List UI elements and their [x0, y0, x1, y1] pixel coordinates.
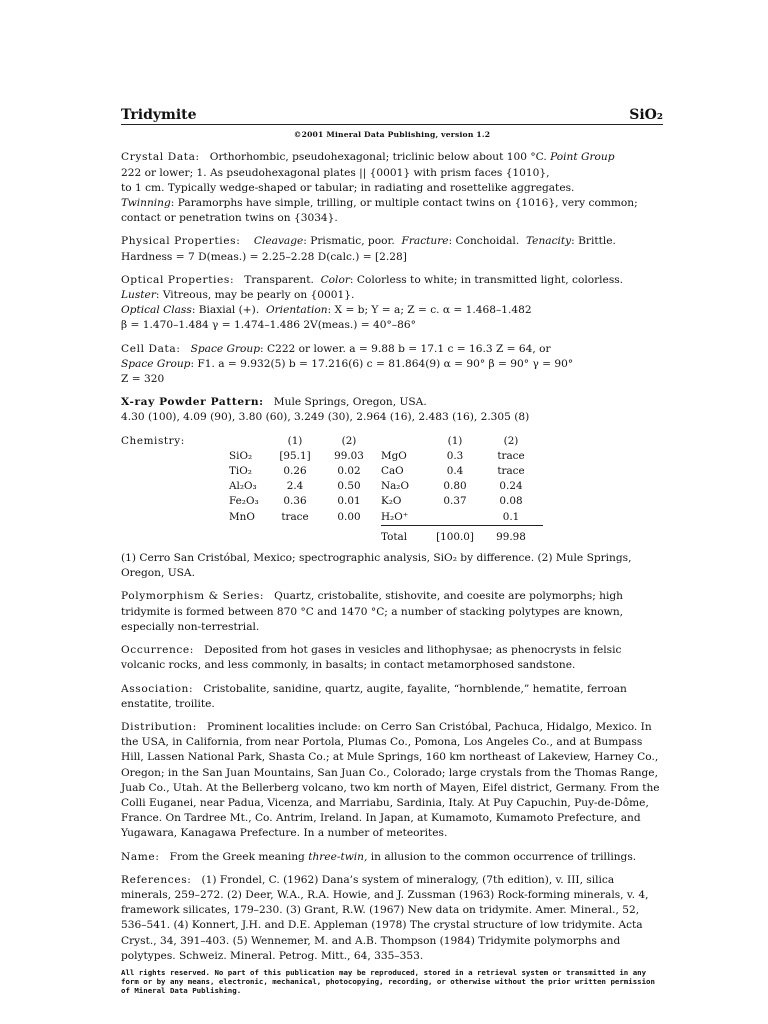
text-value: X = b; Y = a; Z = c. α = 1.468–1.482 [334, 304, 532, 317]
cell-value: 0.37 [443, 495, 467, 508]
section-label: Chemistry : [121, 435, 185, 447]
crystal-data-section: Crystal Data : Orthorhombic, pseudohexagonal; triclinic below about 100 °C. Point Group 222 or lower; 1. As pseudohexagonal plates || {0001} with prism faces {1010}, to 1 cm. Typically wedge-shaped or tabular; in radiating and rosettelike aggregates. Twinning: Paramorphs have simple, trilling, or multiple contact twins on {1016}, very common; contact or penetration twins on {3034}. [121, 150, 663, 226]
oxide-name: K₂O [381, 495, 402, 508]
text-line: Orthorhombic, pseudohexagonal; triclinic below about 100 °C. [209, 151, 547, 164]
table-row [121, 479, 543, 494]
cell-value: 99.03 [334, 449, 364, 462]
analysis-note: (1) Cerro San Cristóbal, Mexico; spectrographic analysis, SiO₂ by difference. (2) Mule Springs, [121, 552, 632, 565]
cell-value: trace [281, 510, 309, 523]
text-value: Transparent. [244, 273, 314, 286]
association-section [121, 682, 663, 712]
section-text: Prominent localities include: on Cerro San Cristóbal, Pachuca, Hidalgo, Mexico. In the USA, in California, from near Portola, Plumas Co., Pomona, Los Angeles Co., and at Bumpass Hill, Lassen National Park, Shasta Co.; at Mule Springs, 160 km northeast of Lakeview, Harney Co., Oregon; in the San Juan Mountains, San Juan Co., Colorado; large crystals from the Thomas Range, Juab Co., Utah. At the Bellerberg volcano, two km north of Mayen, Eifel district, Germany. From the Colli Euganei, near Padua, Vicenza, and Marriabu, Sardinia, Italy. At Puy Capuchin, Puy-de-Dôme, France. On Tardree Mt., Co. Antrim, Ireland. In Japan, at Kumamoto, Kumamoto Prefecture, and Yugawara, Kanagawa Prefecture. In a number of meteorites. [121, 720, 660, 840]
field-label: Optical Class [121, 304, 192, 317]
field-label: Luster [121, 289, 156, 302]
cell-value: [95.1] [279, 449, 311, 462]
field-label: Space Group [190, 342, 261, 355]
xray-section [121, 395, 663, 425]
mineral-data-sheet [121, 108, 663, 964]
section-label: Name : [121, 851, 159, 863]
cell-value: 0.80 [443, 480, 467, 493]
total-value: [100.0] [431, 525, 479, 545]
table-row [121, 449, 543, 464]
mineral-name: Tridymite [121, 107, 197, 123]
field-label: Color [320, 273, 350, 286]
text-line: β = 1.470–1.484 γ = 1.474–1.486 2V(meas.) = 40°–86° [121, 319, 416, 332]
field-label: Twinning [121, 197, 171, 210]
cell-value: 0.3 [446, 449, 464, 462]
oxide-name: Na₂O [381, 480, 409, 493]
oxide-name: SiO₂ [229, 449, 253, 462]
optical-properties-section: Optical Properties : Transparent. Color: Colorless to white; in transmitted light, colorless. Luster: Vitreous, may be pearly on {0001}. Optical Class: Biaxial (+). Orientation: X = b; Y = a; Z = c. α = 1.468–1.482 β = 1.470–1.484 γ = 1.474–1.486 2V(meas.) = 40°–86° [121, 273, 663, 334]
text-line: Hardness = 7 D(meas.) = 2.25–2.28 D(calc.) = [2.28] [121, 250, 407, 263]
occurrence-section [121, 643, 663, 673]
table-row [121, 494, 543, 509]
field-label: Tenacity [525, 235, 572, 248]
cell-value: 0.1 [502, 510, 520, 523]
distribution-section [121, 720, 663, 842]
oxide-name: H₂O⁺ [381, 510, 409, 523]
section-label: Polymorphism & Series : [121, 590, 264, 602]
column-header: (2) [503, 434, 519, 447]
cell-value: 0.4 [446, 465, 464, 478]
section-label: Physical Properties : [121, 235, 240, 247]
table-row [121, 510, 543, 526]
references-section [121, 873, 663, 964]
text-line: C222 or lower. a = 9.88 b = 17.1 c = 16.3 Z = 64, or [266, 342, 551, 355]
section-label: References : [121, 874, 191, 886]
total-value: 99.98 [479, 525, 543, 545]
section-label: Distribution : [121, 721, 197, 733]
field-label: Space Group [121, 357, 191, 370]
text-line: Mule Springs, Oregon, USA. [273, 396, 427, 409]
section-label: Optical Properties : [121, 274, 234, 286]
oxide-name: Al₂O₃ [229, 480, 257, 493]
page-header [121, 108, 663, 125]
oxide-name: MgO [381, 449, 407, 462]
chemistry-table [121, 434, 543, 545]
cell-value: 0.50 [337, 480, 361, 493]
column-header: (2) [341, 434, 357, 447]
section-text: Quartz, cristobalite, stishovite, and coesite are polymorphs; high tridymite is formed between 870 °C and 1470 °C; a number of stacking polytypes are known, especially non-terrestrial. [121, 590, 624, 633]
physical-properties-section: Physical Properties : Cleavage: Prismatic, poor. Fracture: Conchoidal. Tenacity: Brittle. Hardness = 7 D(meas.) = 2.25–2.28 D(calc.) = [2.28] [121, 234, 663, 264]
oxide-name: MnO [229, 510, 255, 523]
cell-value: 0.24 [499, 480, 523, 493]
table-header-row [121, 434, 543, 449]
total-row [121, 525, 543, 545]
polymorphism-section [121, 589, 663, 635]
text-line: F1. a = 9.932(5) b = 17.216(6) c = 81.864(9) α = 90° β = 90° γ = 90° [197, 357, 574, 370]
cell-data-section: Cell Data : Space Group: C222 or lower. a = 9.88 b = 17.1 c = 16.3 Z = 64, or Space Group: F1. a = 9.932(5) b = 17.216(6) c = 81.864(9) α = 90° β = 90° γ = 90° Z = 320 [121, 342, 663, 388]
cell-value: 0.08 [499, 495, 523, 508]
cell-value: 0.02 [337, 465, 361, 478]
text-line: to 1 cm. Typically wedge-shaped or tabular; in radiating and rosettelike aggregates. [121, 181, 575, 194]
section-label: X-ray Powder Pattern : [121, 396, 264, 408]
text-line: Paramorphs have simple, trilling, or multiple contact twins on {1016}, very common; [177, 197, 638, 210]
text-value: Brittle. [578, 235, 616, 248]
text-value: Colorless to white; in transmitted light, colorless. [356, 273, 624, 286]
section-label: Cell Data : [121, 343, 180, 355]
cell-value: 0.00 [337, 510, 361, 523]
field-label: Orientation [265, 304, 328, 317]
text-line: contact or penetration twins on {3034}. [121, 212, 338, 225]
text-value: Prismatic, poor. [310, 235, 395, 248]
cell-value: 2.4 [286, 480, 304, 493]
column-header: (1) [447, 434, 463, 447]
analysis-note: Oregon, USA. [121, 567, 195, 580]
text-value: Vitreous, may be pearly on {0001}. [162, 289, 355, 302]
cell-value: trace [497, 465, 525, 478]
oxide-name: Fe₂O₃ [229, 495, 259, 508]
text-line: 222 or lower; 1. As pseudohexagonal plates || {0001} with prism faces {1010}, [121, 166, 550, 179]
text-value: Conchoidal. [455, 235, 520, 248]
oxide-name: TiO₂ [229, 465, 252, 478]
text-value: Biaxial (+). [198, 304, 260, 317]
copyright-line: ©2001 Mineral Data Publishing, version 1.2 [293, 130, 491, 140]
cell-value: 0.01 [337, 495, 361, 508]
section-text: Cristobalite, sanidine, quartz, augite, fayalite, “hornblende,” hematite, ferroan enstatite, troilite. [121, 682, 627, 710]
section-label: Crystal Data : [121, 151, 200, 163]
section-text: Deposited from hot gases in vesicles and lithophysae; as phenocrysts in felsic volcanic rocks, and less commonly, in basalts; in contact metamorphosed sandstone. [121, 644, 622, 672]
cell-value [431, 510, 479, 526]
total-label: Total [381, 525, 431, 545]
text-line: 4.30 (100), 4.09 (90), 3.80 (60), 3.249 (30), 2.964 (16), 2.483 (16), 2.305 (8) [121, 411, 530, 424]
section-text: From the Greek meaning [169, 850, 305, 863]
section-label: Association : [121, 683, 193, 695]
chemical-formula: SiO₂ [629, 107, 663, 123]
name-section [121, 850, 663, 865]
cell-value: trace [497, 449, 525, 462]
cell-value: 0.36 [283, 495, 307, 508]
rights-footer: All rights reserved. No part of this publication may be reproduced, stored in a retrieval system or transmitted in any form or by any means, electronic, mechanical, photocopying, recording, or otherwise without the prior written permission of Mineral Data Publishing. [121, 968, 655, 995]
section-text: in allusion to the common occurrence of trillings. [370, 850, 637, 863]
text-line: Z = 320 [121, 373, 165, 386]
chemistry-section [121, 434, 663, 582]
field-label: Point Group [550, 151, 615, 164]
section-label: Occurrence : [121, 644, 194, 656]
column-header: (1) [287, 434, 303, 447]
field-label: Cleavage [253, 235, 304, 248]
cell-value: 0.26 [283, 465, 307, 478]
field-label: Fracture [401, 235, 449, 248]
table-row [121, 464, 543, 479]
etymology-term: three-twin, [308, 850, 368, 863]
section-text: (1) Frondel, C. (1962) Dana’s system of mineralogy, (7th edition), v. III, silica minerals, 259–272. (2) Deer, W.A., R.A. Howie, and J. Zussman (1963) Rock-forming minerals, v. 4, framework silicates, 179–230. (3) Grant, R.W. (1967) New data on tridymite. Amer. Mineral., 52, 536–541. (4) Konnert, J.H. and D.E. Appleman (1978) The crystal structure of low tridymite. Acta Cryst., 34, 391–403. (5) Wennemer, M. and A.B. Thompson (1984) Tridymite polymorphs and polytypes. Schweiz. Mineral. Petrog. Mitt., 64, 335–353. [121, 873, 649, 962]
oxide-name: CaO [381, 465, 404, 478]
